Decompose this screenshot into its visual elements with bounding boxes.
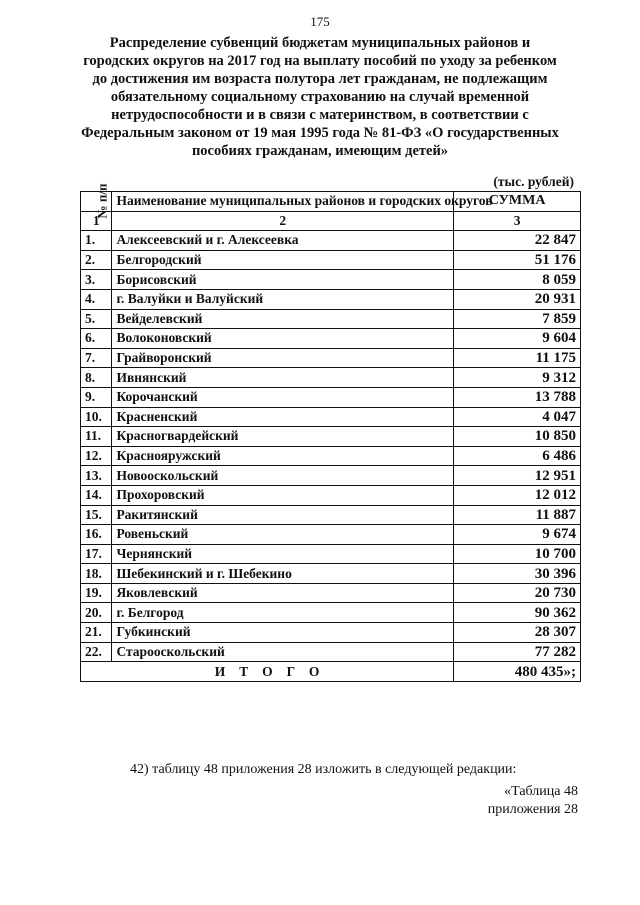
row-sum: 6 486	[454, 446, 581, 466]
row-number: 1.	[81, 231, 112, 251]
table-row	[81, 289, 581, 309]
row-sum: 7 859	[454, 309, 581, 329]
row-sum: 28 307	[454, 623, 581, 643]
table-row	[81, 583, 581, 603]
title-line: до достижения им возраста полутора лет гражданам, не подлежащим	[92, 71, 548, 87]
header-number-label: № п/п	[94, 183, 110, 219]
row-sum: 30 396	[454, 564, 581, 584]
header-sum: СУММА	[454, 192, 581, 212]
row-name: Старооскольский	[112, 642, 454, 662]
next-table-appendix: приложения 28	[487, 802, 578, 817]
table-row	[81, 603, 581, 623]
row-name: Ракитянский	[112, 505, 454, 525]
table-row	[81, 329, 581, 349]
subvention-table	[80, 183, 581, 682]
table-row	[81, 270, 581, 290]
row-number: 11.	[81, 427, 112, 447]
row-number: 2.	[81, 250, 112, 270]
row-sum: 9 674	[454, 525, 581, 545]
page-number: 175	[310, 14, 330, 29]
row-sum: 9 312	[454, 368, 581, 388]
row-number: 14.	[81, 485, 112, 505]
title-line: нетрудоспособности и в связи с материнством, в соответствии с	[111, 107, 529, 123]
row-number: 7.	[81, 348, 112, 368]
total-row	[81, 662, 581, 682]
row-name: г. Белгород	[112, 603, 454, 623]
table-row	[81, 387, 581, 407]
row-number: 13.	[81, 466, 112, 486]
row-sum: 11 887	[454, 505, 581, 525]
table-row	[81, 446, 581, 466]
next-table-caption: «Таблица 48	[504, 784, 578, 799]
row-name: Алексеевский и г. Алексеевка	[112, 231, 454, 251]
row-number: 8.	[81, 368, 112, 388]
table-row	[81, 348, 581, 368]
row-sum: 11 175	[454, 348, 581, 368]
row-name: Волоконовский	[112, 329, 454, 349]
table-header-row	[81, 192, 581, 212]
row-name: Корочанский	[112, 387, 454, 407]
table-row	[81, 485, 581, 505]
row-number: 3.	[81, 270, 112, 290]
row-name: г. Валуйки и Валуйский	[112, 289, 454, 309]
row-number: 4.	[81, 289, 112, 309]
header-name: Наименование муниципальных районов и городских округов	[112, 192, 454, 212]
row-sum: 13 788	[454, 387, 581, 407]
table-row	[81, 525, 581, 545]
row-sum: 9 604	[454, 329, 581, 349]
row-name: Борисовский	[112, 270, 454, 290]
amendment-instruction: 42) таблицу 48 приложения 28 изложить в следующей редакции:	[130, 762, 517, 777]
row-sum: 4 047	[454, 407, 581, 427]
table-row	[81, 250, 581, 270]
row-name: Ровеньский	[112, 525, 454, 545]
document-title	[60, 34, 580, 160]
row-name: Ивнянский	[112, 368, 454, 388]
column-index: 3	[454, 211, 581, 231]
table-body	[81, 231, 581, 662]
table-row	[81, 407, 581, 427]
title-line: Федеральным законом от 19 мая 1995 года № 81-ФЗ «О государственных	[81, 125, 559, 141]
row-number: 6.	[81, 329, 112, 349]
column-index-row	[81, 211, 581, 231]
row-number: 17.	[81, 544, 112, 564]
title-line: городских округов на 2017 год на выплату пособий по уходу за ребенком	[83, 53, 557, 69]
row-number: 20.	[81, 603, 112, 623]
table-row	[81, 427, 581, 447]
table-row	[81, 466, 581, 486]
title-line: обязательному социальному страхованию на случай временной	[110, 89, 530, 105]
row-name: Белгородский	[112, 250, 454, 270]
row-number: 21.	[81, 623, 112, 643]
row-number: 15.	[81, 505, 112, 525]
table-row	[81, 623, 581, 643]
column-index: 2	[112, 211, 454, 231]
row-sum: 77 282	[454, 642, 581, 662]
table-row	[81, 505, 581, 525]
row-sum: 22 847	[454, 231, 581, 251]
title-line: Распределение субвенций бюджетам муниципальных районов и	[109, 35, 531, 51]
row-name: Яковлевский	[112, 583, 454, 603]
units-note: (тыс. рублей)	[493, 174, 574, 189]
column-index: 1	[81, 211, 112, 231]
row-name: Красненский	[112, 407, 454, 427]
row-name: Красногвардейский	[112, 427, 454, 447]
total-label: ИТОГО	[81, 662, 454, 682]
row-name: Шебекинский и г. Шебекино	[112, 564, 454, 584]
row-name: Губкинский	[112, 623, 454, 643]
row-name: Вейделевский	[112, 309, 454, 329]
title-line: пособиях гражданам, имеющим детей»	[191, 143, 449, 159]
row-number: 22.	[81, 642, 112, 662]
row-number: 5.	[81, 309, 112, 329]
table-row	[81, 564, 581, 584]
row-sum: 10 850	[454, 427, 581, 447]
row-sum: 51 176	[454, 250, 581, 270]
row-number: 10.	[81, 407, 112, 427]
row-number: 12.	[81, 446, 112, 466]
row-sum: 12 951	[454, 466, 581, 486]
row-name: Чернянский	[112, 544, 454, 564]
row-sum: 12 012	[454, 485, 581, 505]
total-sum: 480 435»;	[454, 662, 581, 682]
table-row	[81, 544, 581, 564]
row-name: Грайворонский	[112, 348, 454, 368]
row-number: 16.	[81, 525, 112, 545]
table-row	[81, 231, 581, 251]
row-sum: 20 730	[454, 583, 581, 603]
header-number	[81, 183, 112, 219]
table-row	[81, 642, 581, 662]
row-sum: 10 700	[454, 544, 581, 564]
table-row	[81, 368, 581, 388]
row-number: 18.	[81, 564, 112, 584]
row-sum: 20 931	[454, 289, 581, 309]
row-sum: 90 362	[454, 603, 581, 623]
row-number: 9.	[81, 387, 112, 407]
row-sum: 8 059	[454, 270, 581, 290]
row-number: 19.	[81, 583, 112, 603]
row-name: Прохоровский	[112, 485, 454, 505]
row-name: Краснояружский	[112, 446, 454, 466]
row-name: Новооскольский	[112, 466, 454, 486]
table-row	[81, 309, 581, 329]
